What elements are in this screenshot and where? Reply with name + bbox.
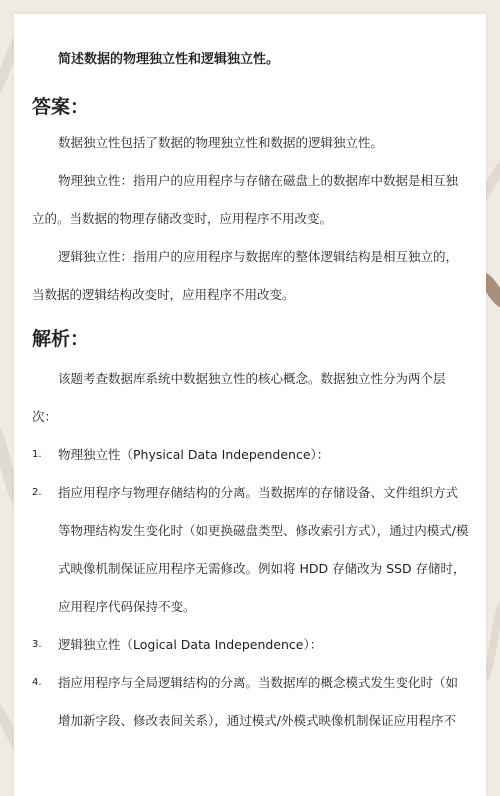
- question-text: 简述数据的物理独立性和逻辑独立性。: [58, 52, 280, 67]
- list-text: 物理独立性（Physical Data Independence）：: [58, 447, 330, 462]
- analysis-heading: 解析：: [32, 328, 90, 350]
- list-number: 4.: [32, 677, 42, 688]
- answer-heading: 答案：: [32, 96, 90, 118]
- list-number: 2.: [32, 487, 42, 498]
- answer-paragraph: 物理独立性：指用户的应用程序与存储在磁盘上的数据库中数据是相互独立的。当数据的物理存储改变时，应用程序不用改变。: [32, 173, 459, 226]
- analysis-intro: 该题考查数据库系统中数据独立性的核心概念。数据独立性分为两个层次：: [32, 371, 446, 424]
- document-page: [14, 14, 486, 796]
- list-number: 1.: [32, 449, 42, 460]
- list-text: 逻辑独立性（Logical Data Independence）：: [58, 637, 323, 652]
- list-item: [32, 436, 470, 474]
- list-item: [32, 474, 470, 626]
- list-item: [32, 626, 470, 664]
- list-number: 3.: [32, 639, 42, 650]
- list-text: 指应用程序与物理存储结构的分离。当数据库的存储设备、文件组织方式等物理结构发生变化时（如更换磁盘类型、修改索引方式），通过内模式/模式映像机制保证应用程序无需修改。例如将 HDD 存储改为 SSD 存储时，应用程序代码保持不变。: [58, 485, 469, 614]
- list-item: [32, 664, 470, 740]
- answer-paragraph: 逻辑独立性：指用户的应用程序与数据库的整体逻辑结构是相互独立的，当数据的逻辑结构改变时，应用程序不用改变。: [32, 249, 459, 302]
- answer-paragraph: 数据独立性包括了数据的物理独立性和数据的逻辑独立性。: [58, 135, 384, 150]
- list-text: 指应用程序与全局逻辑结构的分离。当数据库的概念模式发生变化时（如增加新字段、修改表间关系），通过模式/外模式映像机制保证应用程序不: [58, 675, 459, 728]
